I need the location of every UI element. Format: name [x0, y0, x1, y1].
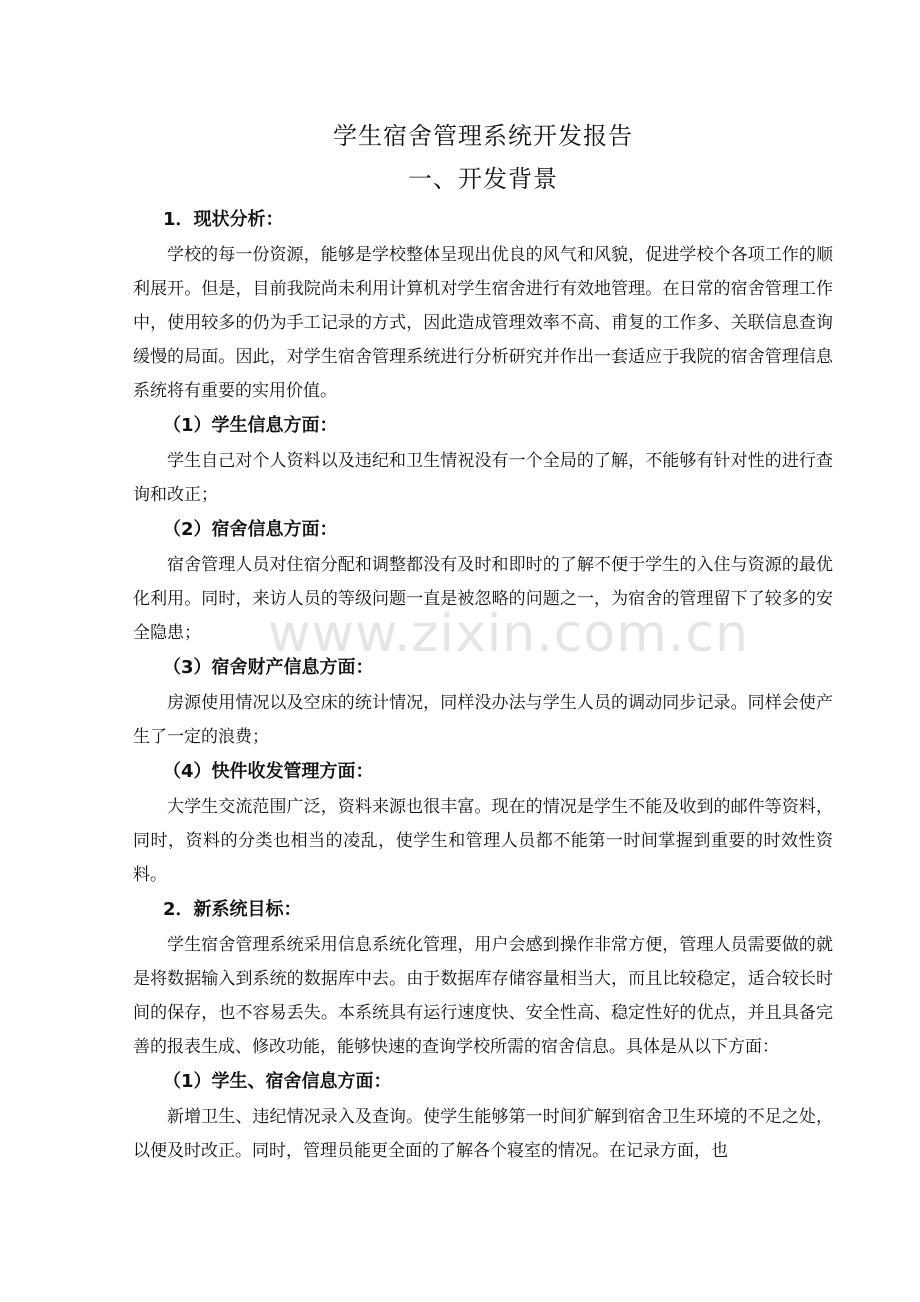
subheading-mail-management: （4）快件收发管理方面：: [163, 761, 374, 782]
subheading-student-dorm-info: （1）学生、宿舍信息方面：: [163, 1071, 392, 1092]
paragraph-dorm-property: 房源使用情况以及空床的统计情况，同样没办法与学生人员的调动同步记录。同样会使产生了一定的浪费；: [133, 693, 833, 747]
paragraph-student-info: 学生自己对个人资料以及违纪和卫生情祝没有一个全局的了解，不能够有针对性的进行查询和改正；: [133, 451, 833, 505]
paragraph-new-system-goals: 学生宿舍管理系统采用信息系统化管理，用户会感到操作非常方便，管理人员需要做的就是将数据输入到系统的数据库中去。由于数据库存储容量相当大，而且比较稳定，适合较长时间的保存，也不容易丢失。本系统具有运行速度快、安全性高、稳定性好的优点，并且具备完善的报表生成、修改功能，能够快速的查询学校所需的宿舍信息。具体是从以下方面：: [133, 935, 833, 1057]
paragraph-student-dorm-info: 新增卫生、违纪情况录入及查询。使学生能够第一时间犷解到宿舍卫生环境的不足之处，以便及时改正。同时，管理员能更全面的了解各个寝室的情况。在记录方面，也: [133, 1107, 833, 1161]
section-title: 一、开发背景: [408, 165, 558, 193]
paragraph-dorm-info: 宿舍管理人员对住宿分配和调整都没有及时和即时的了解不便于学生的入住与资源的最优化利用。同时，来访人员的等级问题一直是被忽略的问题之一，为宿舍的管理留下了较多的安全隐患；: [133, 555, 833, 643]
watermark-text: www.zixin.com.cn: [268, 604, 749, 664]
heading-status-analysis: 1．现状分析：: [163, 209, 284, 230]
document-title: 学生宿舍管理系统开发报告: [333, 122, 633, 150]
document-body: [133, 116, 833, 1168]
paragraph-status-analysis: 学校的每一份资源，能够是学校整体呈现出优良的风气和风貌，促进学校个各项工作的顺利展开。但是，目前我院尚未利用计算机对学生宿舍进行有效地管理。在日常的宿舍管理工作中，使用较多的仍为手工记录的方式，因此造成管理效率不高、甫复的工作多、关联信息查询缓慢的局面。因此，对学生宿舍管理系统进行分析研究并作出一套适应于我院的宿舍管理信息系统将有重要的实用价值。: [133, 245, 833, 401]
subheading-student-info: （1）学生信息方面：: [163, 415, 338, 436]
paragraph-mail-management: 大学生交流范围广泛，资料来源也很丰富。现在的情况是学生不能及收到的邮件等资料，同时，资料的分类也相当的凌乱，使学生和管理人员都不能第一时间掌握到重要的时效性资料。: [133, 797, 833, 885]
subheading-dorm-info: （2）宿舍信息方面：: [163, 519, 338, 540]
subheading-dorm-property: （3）宿舍财产信息方面：: [163, 657, 374, 678]
heading-new-system-goals: 2．新系统目标：: [163, 899, 302, 920]
